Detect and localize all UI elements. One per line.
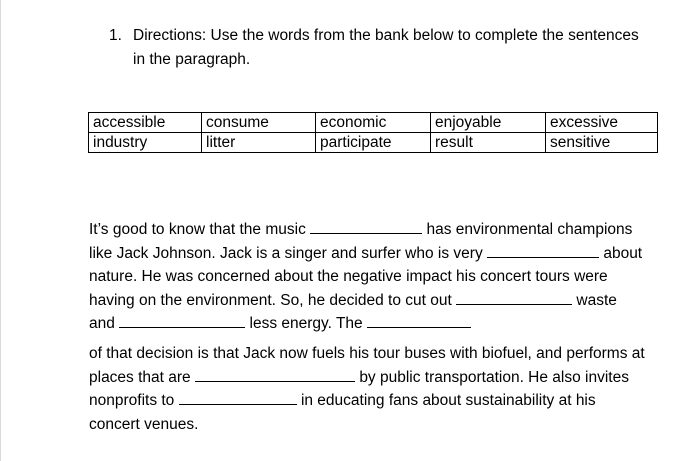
word-bank-cell: enjoyable [431,113,546,133]
paragraph-part-2 [89,342,669,436]
paragraph-text: places that are [89,368,191,386]
directions-text [133,24,673,72]
paragraph-line [89,289,669,313]
word-bank-cell: accessible [89,113,202,133]
blank-1[interactable] [310,218,422,234]
word-bank-cell: consume [202,113,316,133]
paragraph-text: less energy. The [249,315,363,332]
paragraph-text: nature. He was concerned about the negative impact his concert tours were [89,268,608,285]
paragraph-text: having on the environment. So, he decided to cut out [89,291,452,309]
paragraph-text: about [603,244,643,262]
paragraph-text: by public transportation. He also invites [359,368,629,386]
blank-5[interactable] [367,312,471,328]
directions-line-2: in the paragraph. [133,51,251,68]
blank-4[interactable] [119,312,245,328]
paragraph-line [89,265,669,289]
paragraph-text: and [89,315,115,332]
word-bank-table [88,112,658,153]
paragraph-text: waste [576,291,617,309]
word-bank-row [89,133,658,153]
paragraph-line [89,218,669,242]
blank-6[interactable] [195,366,355,382]
word-bank-cell: economic [316,113,431,133]
word-bank-cell: excessive [546,113,658,133]
paragraph-text: has environmental champions [426,221,633,238]
paragraph-line [89,342,669,366]
directions-line-1: Directions: Use the words from the bank below to complete the sentences [133,27,639,44]
word-bank-cell: participate [316,133,431,153]
paragraph-line [89,312,669,336]
word-bank-cell: industry [89,133,202,153]
blank-3[interactable] [456,289,572,305]
paragraph-text: like Jack Johnson. Jack is a singer and surfer who is very [89,244,483,262]
paragraph-line [89,366,669,390]
word-bank-cell: litter [202,133,316,153]
word-bank-row [89,113,658,133]
paragraph-text: concert venues. [89,415,199,433]
word-bank-cell: result [431,133,546,153]
paragraph-text: It’s good to know that the music [89,221,306,238]
paragraph-part-1 [89,218,669,336]
paragraph-line [89,413,669,437]
item-number: 1. [109,27,122,44]
paragraph-line [89,242,669,266]
word-bank-cell: sensitive [546,133,658,153]
paragraph-text: in educating fans about sustainability at his [300,392,596,409]
paragraph-line [89,389,669,413]
paragraph-text: nonprofits to [89,392,175,409]
blank-7[interactable] [179,389,297,405]
paragraph-text: of that decision is that Jack now fuels his tour buses with biofuel, and performs at [89,345,645,362]
page-edge-rule [0,0,1,461]
blank-2[interactable] [487,242,599,258]
